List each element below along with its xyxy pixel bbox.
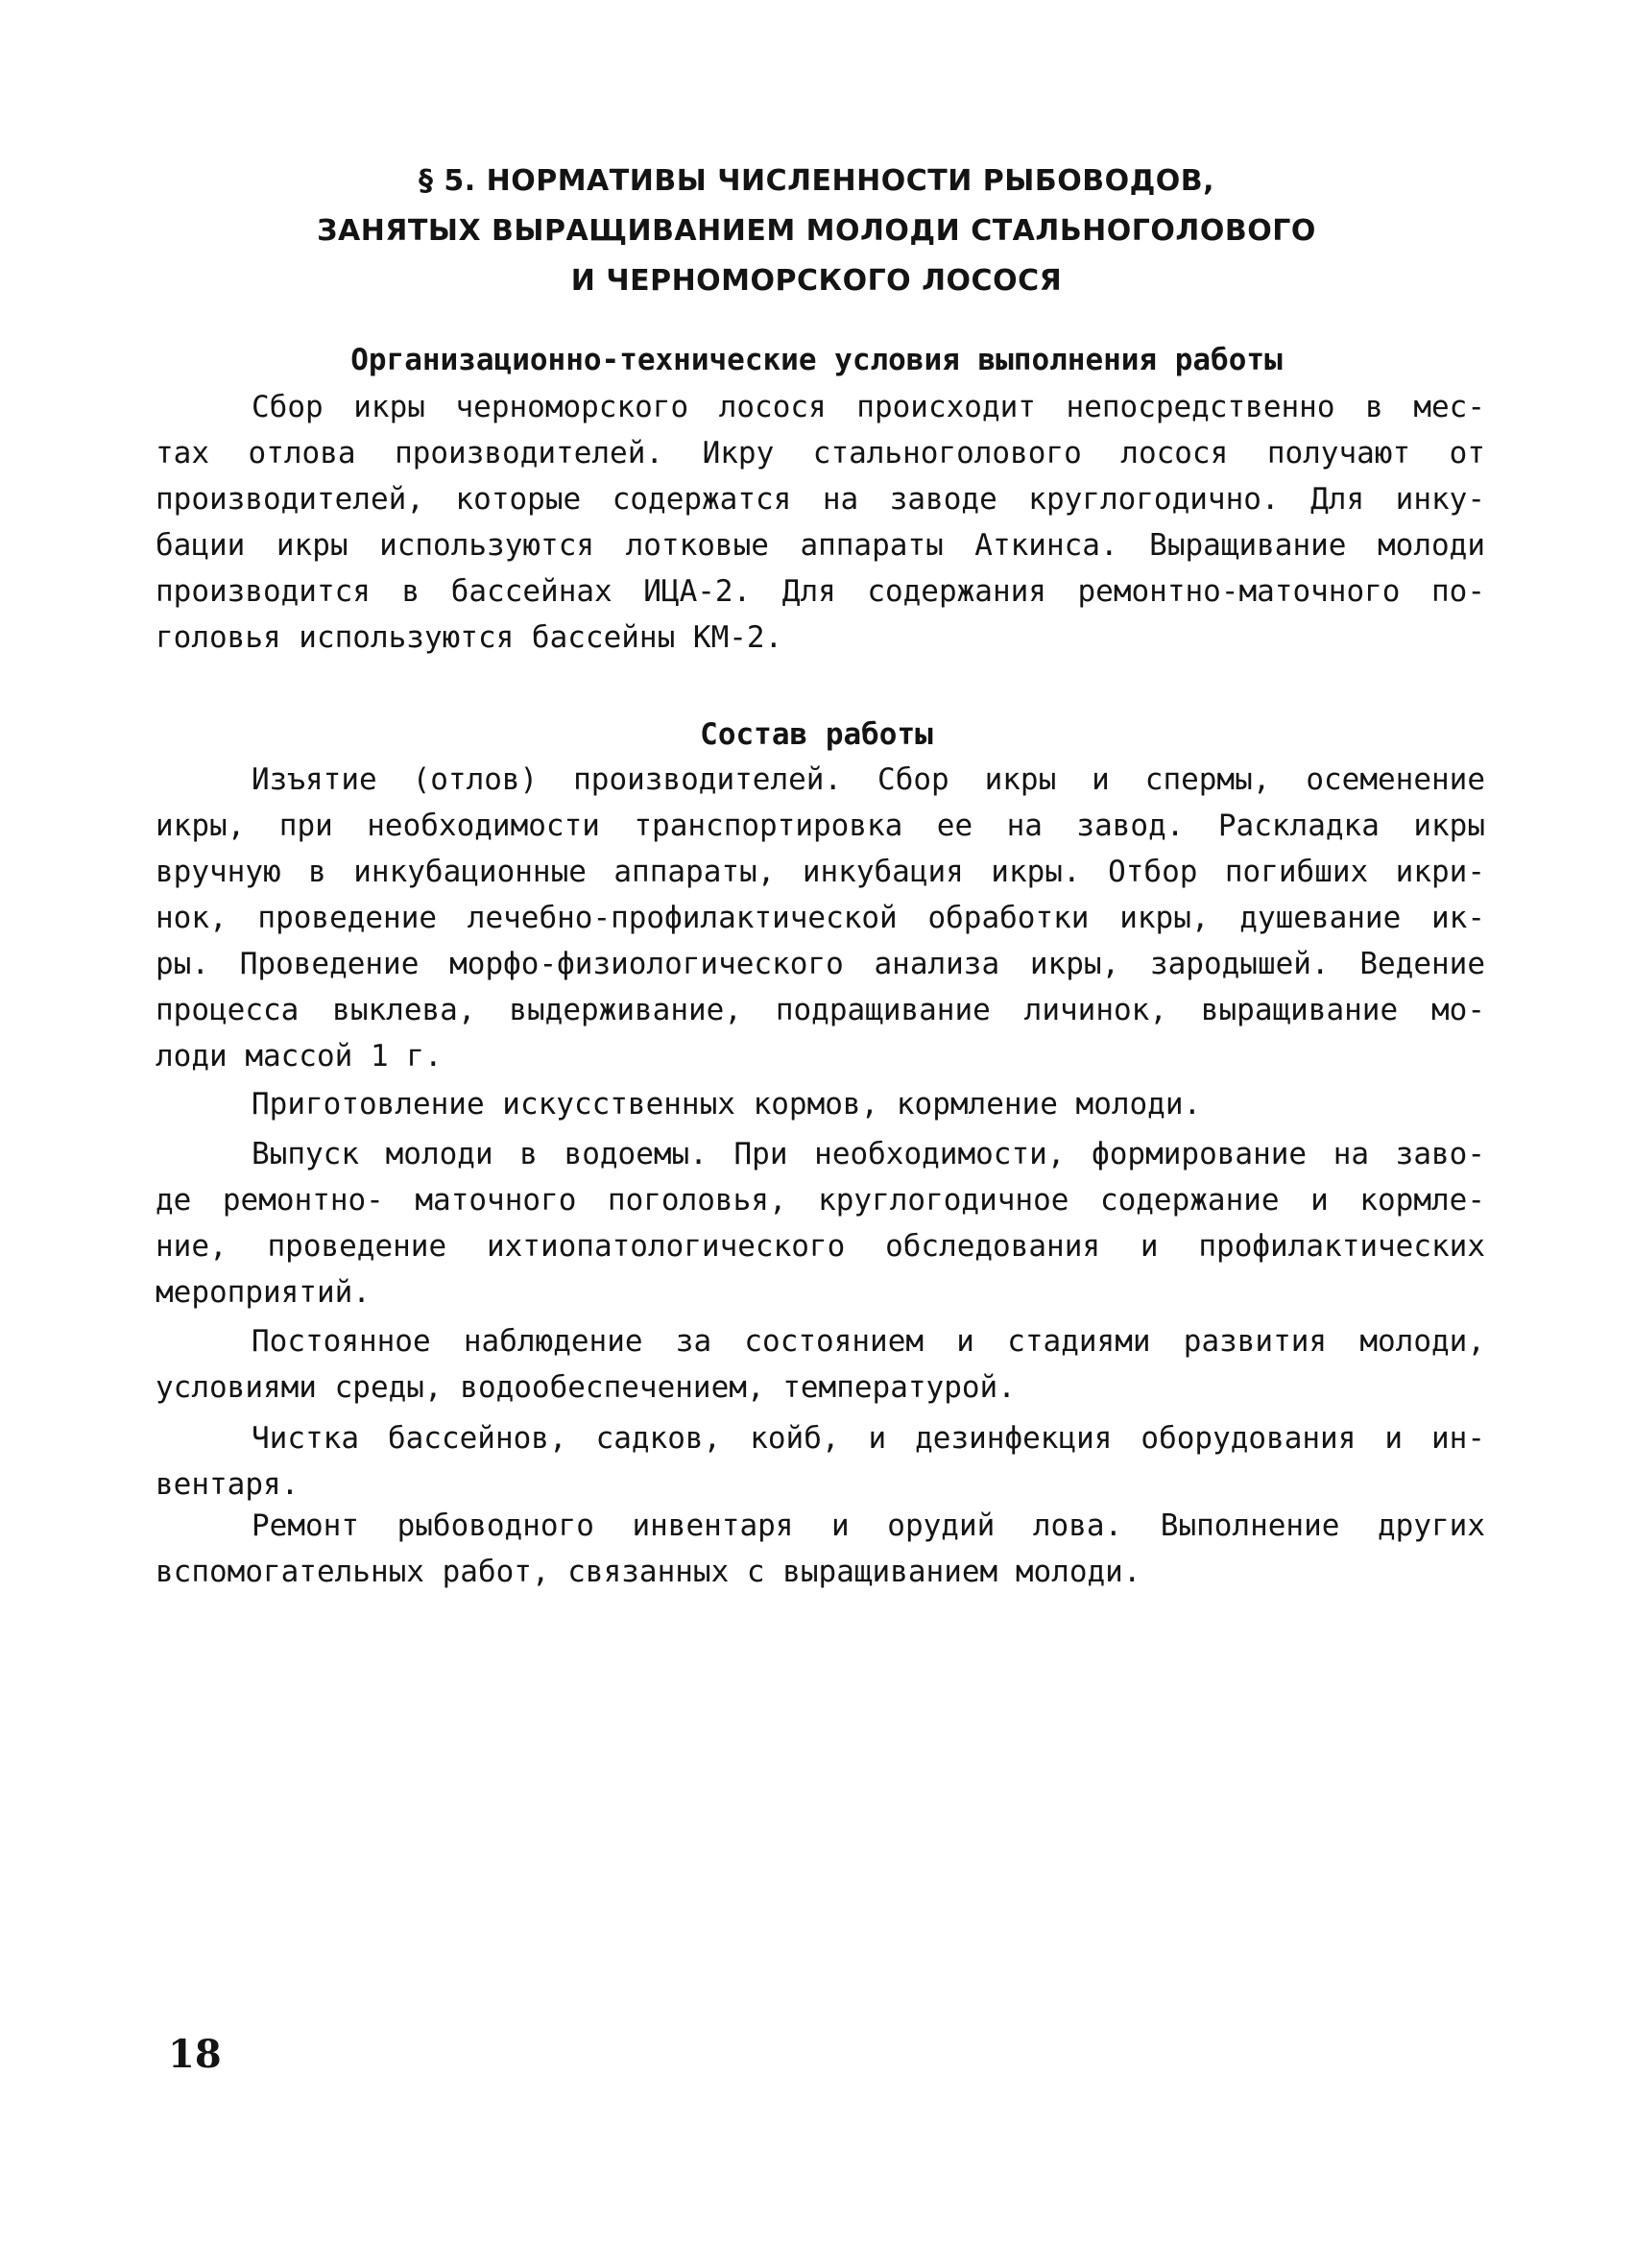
text-line: Приготовление искусственных кормов, кормление молоди. [252, 1087, 1202, 1122]
text-line: тах отлова производителей. Икру стальноголового лосося получают от [156, 436, 1485, 470]
text-line: Постоянное наблюдение за состоянием и стадиями развития молоди, [252, 1324, 1485, 1359]
text-line: нок, проведение лечебно-профилактической обработки икры, душевание ик- [156, 901, 1485, 935]
text-line: Ремонт рыбоводного инвентаря и орудий лова. Выполнение других [252, 1508, 1485, 1543]
text-line: Изъятие (отлов) производителей. Сбор икры и спермы, осеменение [252, 762, 1485, 797]
composition-paragraph [156, 1503, 1485, 1595]
section-title-line: § 5. НОРМАТИВЫ ЧИСЛЕННОСТИ РЫБОВОДОВ, [418, 164, 1215, 198]
text-line: производителей, которые содержатся на заводе круглогодично. Для инку- [156, 482, 1485, 517]
text-line: процесса выклева, выдерживание, подращивание личинок, выращивание мо- [156, 993, 1485, 1027]
composition-paragraph [156, 757, 1485, 1079]
text-line: ние, проведение ихтиопатологического обследования и профилактических [156, 1229, 1485, 1264]
text-line: бации икры используются лотковые аппараты Аткинса. Выращивание молоди [156, 528, 1485, 563]
composition-paragraph [156, 1415, 1485, 1508]
text-line: головья используются бассейны КМ-2. [156, 620, 783, 655]
section-title-line: ЗАНЯТЫХ ВЫРАЩИВАНИЕМ МОЛОДИ СТАЛЬНОГОЛОВОГО [317, 214, 1316, 248]
text-line: условиями среды, водообеспечением, температурой. [156, 1370, 1016, 1405]
text-line: лоди массой 1 г. [156, 1039, 443, 1074]
conditions-heading: Организационно-технические условия выполнения работы [350, 343, 1283, 377]
text-line: де ремонтно- маточного поголовья, круглогодичное содержание и кормле- [156, 1183, 1485, 1218]
text-line: вентаря. [156, 1467, 300, 1502]
conditions-paragraph [156, 384, 1485, 661]
page-number: 18 [168, 2032, 222, 2077]
text-line: вручную в инкубационные аппараты, инкубация икры. Отбор погибших икри- [156, 855, 1485, 889]
composition-heading: Состав работы [700, 717, 933, 752]
text-line: вспомогательных работ, связанных с выращиванием молоди. [156, 1555, 1141, 1589]
text-line: производится в бассейнах ИЦА-2. Для содержания ремонтно-маточного по- [156, 574, 1485, 609]
composition-paragraph [156, 1318, 1485, 1411]
section-title-line: И ЧЕРНОМОРСКОГО ЛОСОСЯ [570, 264, 1063, 298]
text-line: ры. Проведение морфо-физиологического анализа икры, зародышей. Ведение [156, 947, 1485, 981]
composition-paragraph [156, 1131, 1485, 1315]
text-line: Выпуск молоди в водоемы. При необходимости, формирование на заво- [252, 1137, 1485, 1171]
section-title [0, 157, 1633, 306]
text-line: Чистка бассейнов, садков, койб, и дезинфекция оборудования и ин- [252, 1421, 1485, 1456]
text-line: Сбор икры черноморского лосося происходит непосредственно в мес- [252, 390, 1485, 424]
composition-paragraph [156, 1081, 1485, 1127]
text-line: икры, при необходимости транспортировка ее на завод. Раскладка икры [156, 808, 1485, 843]
text-line: мероприятий. [156, 1275, 371, 1310]
